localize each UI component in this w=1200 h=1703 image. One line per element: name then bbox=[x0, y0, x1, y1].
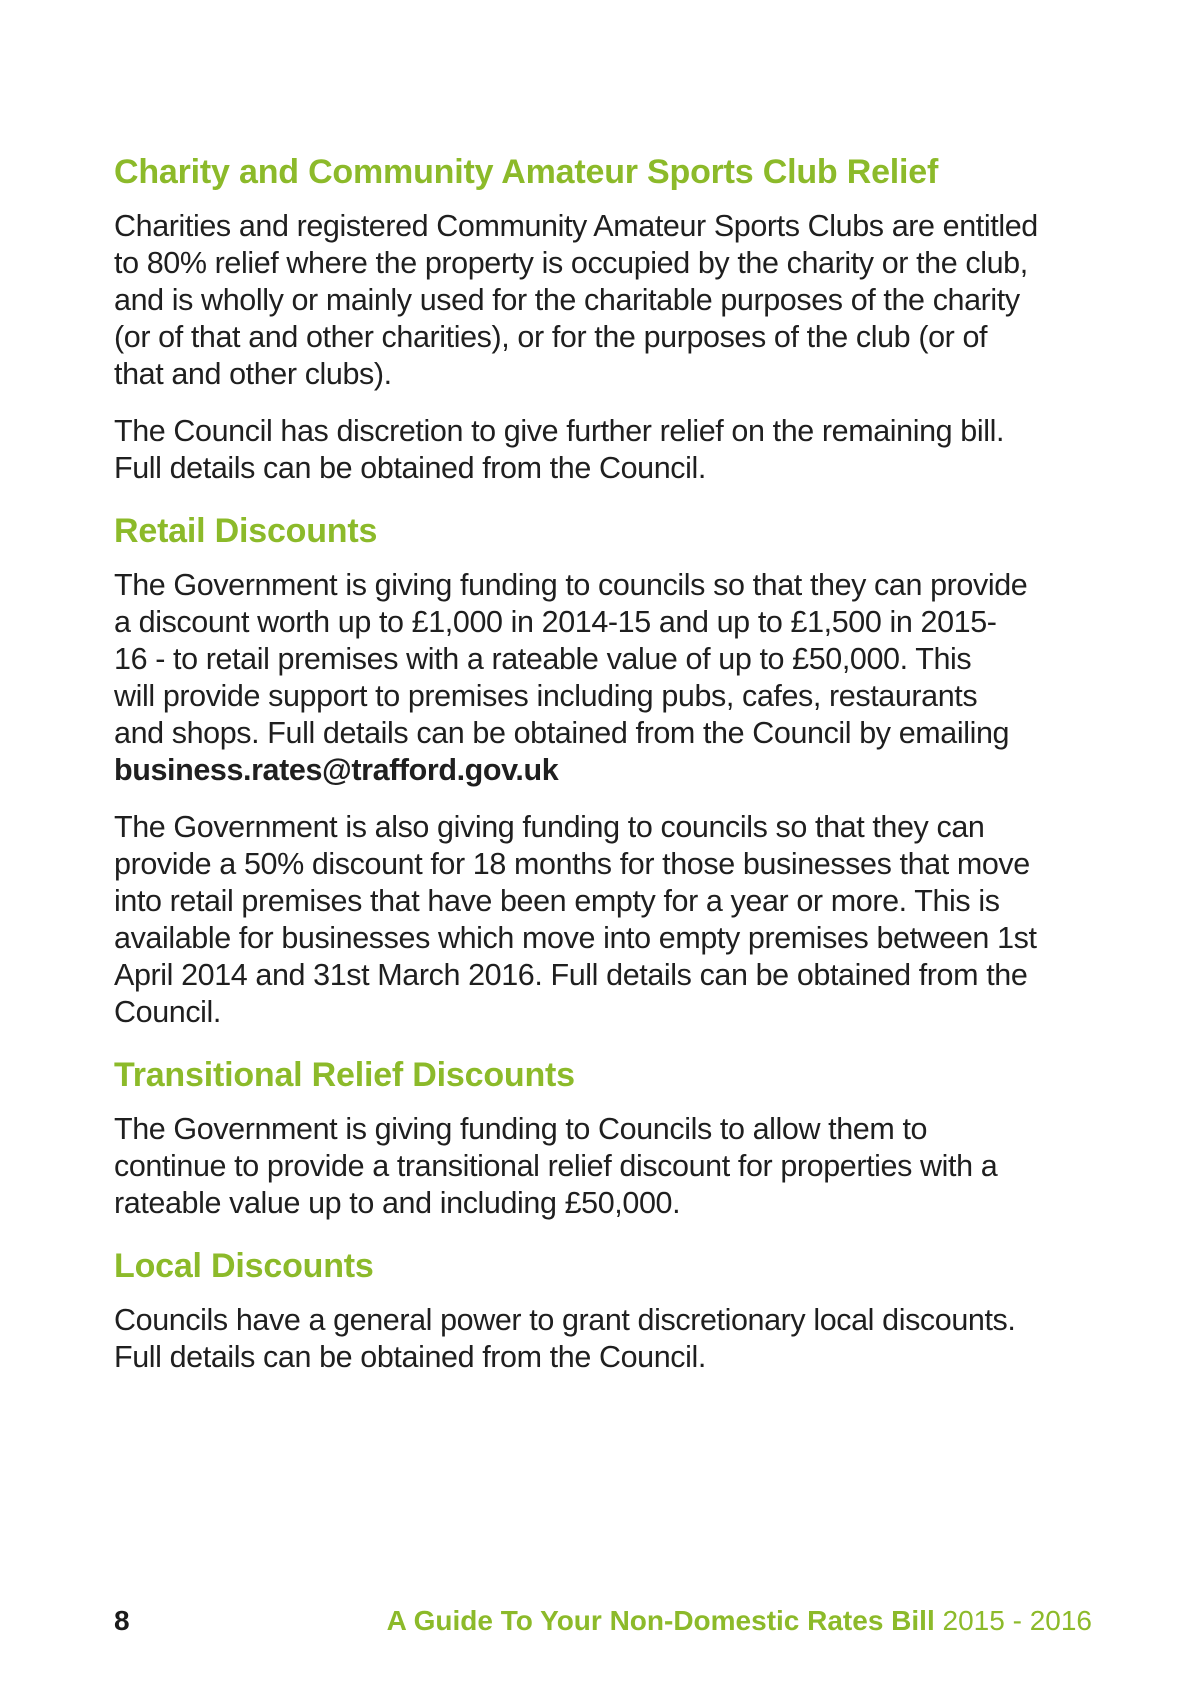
retail-discounts-email-line bbox=[114, 752, 1094, 789]
charity-relief-paragraph-1: Charities and registered Community Amateur Sports Clubs are entitled to 80% relief where the property is occupied by the charity or the club, and is wholly or mainly used for the charitable purposes of the charity (or of that and other charities), or for the purposes of the club (or of that and other clubs). bbox=[114, 209, 1038, 391]
page-number: 8 bbox=[114, 1605, 130, 1636]
charity-relief-paragraph-2: The Council has discretion to give further relief on the remaining bill. Full details can be obtained from the Council. bbox=[114, 414, 1005, 485]
local-discounts-paragraph-1: Councils have a general power to grant discretionary local discounts. Full details can be obtained from the Council. bbox=[114, 1303, 1016, 1374]
email-link[interactable]: business.rates@trafford.gov.uk bbox=[114, 753, 559, 787]
section-heading-retail-discounts: Retail Discounts bbox=[114, 512, 378, 550]
section-heading-charity-relief: Charity and Community Amateur Sports Club Relief bbox=[114, 153, 939, 191]
section-heading-transitional-relief: Transitional Relief Discounts bbox=[114, 1056, 575, 1094]
footer-title-years: 2015 - 2016 bbox=[942, 1605, 1092, 1636]
section-heading-local-discounts: Local Discounts bbox=[114, 1247, 374, 1285]
retail-discounts-paragraph-2: The Government is also giving funding to councils so that they can provide a 50% discount for 18 months for those businesses that move into retail premises that have been empty for a year or more. This is available for businesses which move into empty premises between 1st April 2014 and 31st March 2016. Full details can be obtained from the Council. bbox=[114, 810, 1037, 1029]
page-footer bbox=[114, 1601, 1092, 1641]
retail-discounts-paragraph-1: The Government is giving funding to councils so that they can provide a discount worth up to £1,000 in 2014-15 and up to £1,500 in 2015- 16 - to retail premises with a rateable value of up to £50,000. This will provide support to premises including pubs, cafes, restaurants and shops. Full details can be obtained from the Council by emailing bbox=[114, 568, 1028, 750]
main-content bbox=[114, 150, 1094, 1376]
transitional-relief-paragraph-1: The Government is giving funding to Councils to allow them to continue to provide a transitional relief discount for properties with a rateable value up to and including £50,000. bbox=[114, 1112, 998, 1220]
footer-title bbox=[387, 1601, 1092, 1641]
footer-title-main: A Guide To Your Non-Domestic Rates Bill bbox=[386, 1605, 935, 1636]
